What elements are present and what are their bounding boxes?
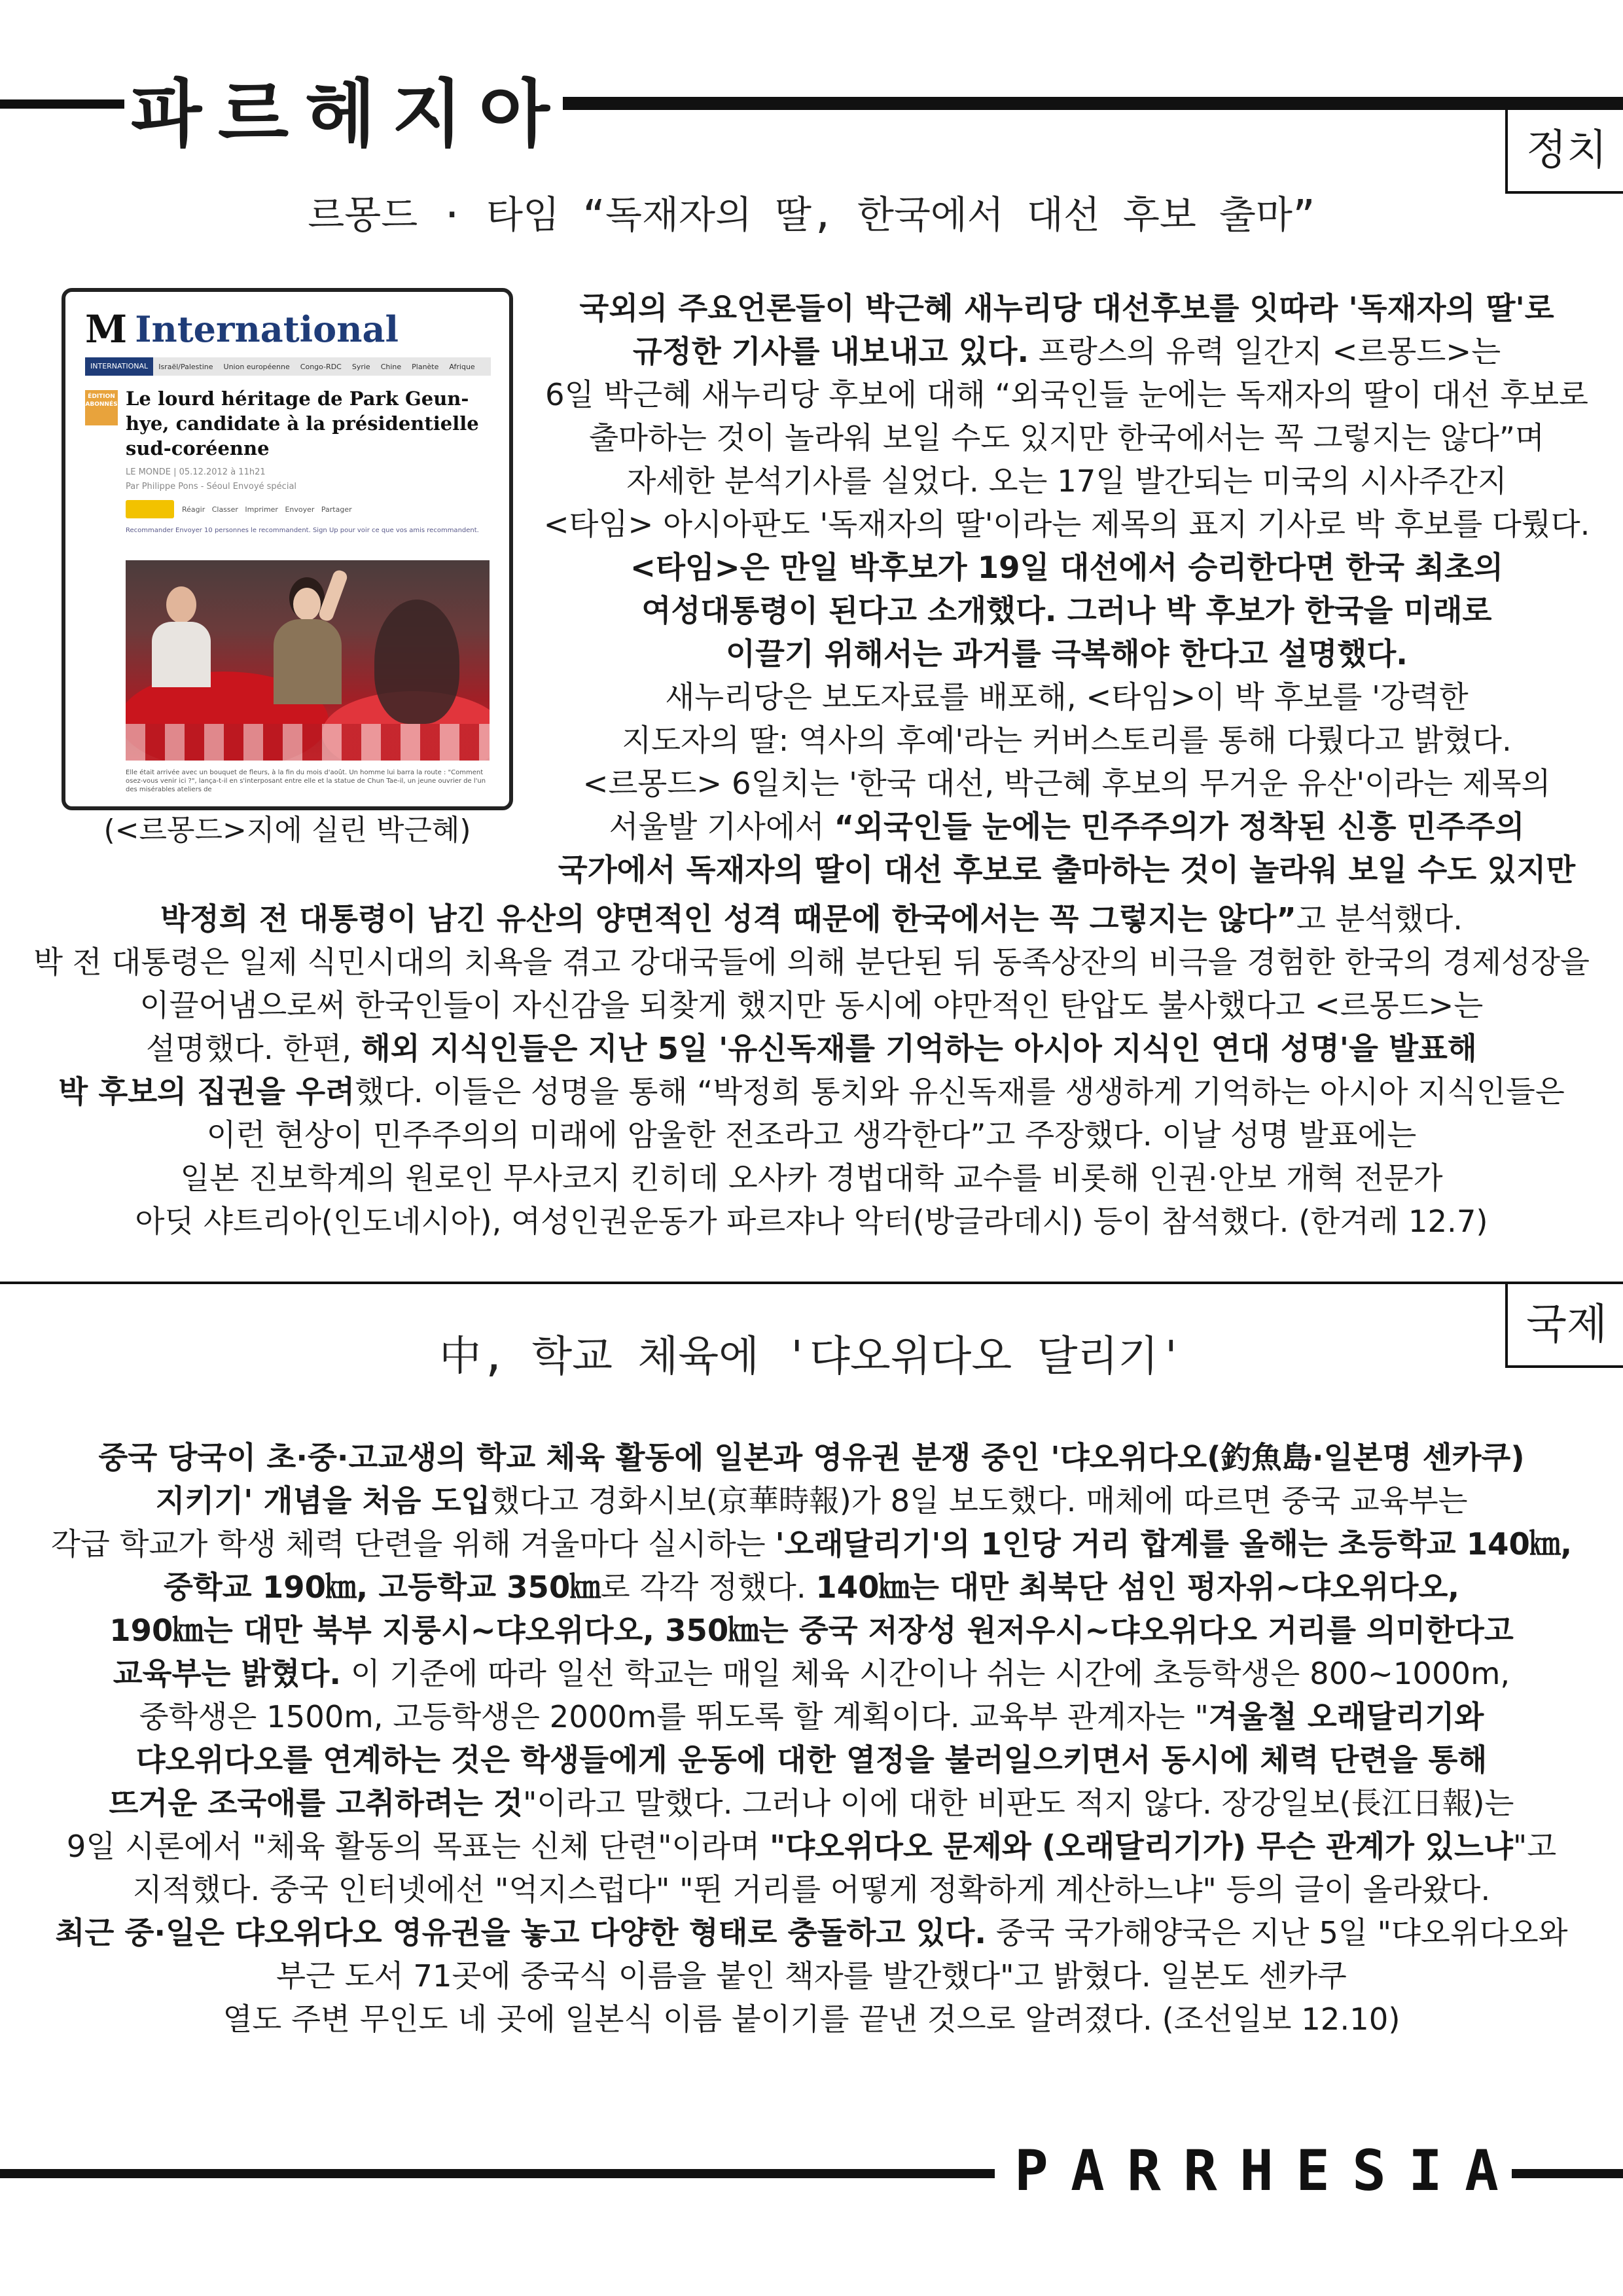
- text-line: [26, 941, 1597, 984]
- text-run: 했다고 경화시보(京華時報)가 8일 보도했다. 매체에 따르면 중국 교육부는: [490, 1483, 1468, 1518]
- text-line: [26, 1436, 1597, 1479]
- text-line: [510, 719, 1623, 762]
- text-line: [26, 1113, 1597, 1157]
- text-line: [510, 373, 1623, 416]
- bold-run: 겨울철 오래달리기와: [1208, 1699, 1484, 1734]
- section-tag-politics: 정치: [1505, 110, 1623, 194]
- text-line: [510, 503, 1623, 546]
- subscribe-button[interactable]: [126, 500, 174, 518]
- text-line: [26, 1157, 1597, 1200]
- subscriber-badge: ÉDITION ABONNÉS: [85, 390, 118, 425]
- text-line: [510, 546, 1623, 589]
- nav-bar: [85, 357, 491, 376]
- section-divider: [0, 1282, 1623, 1284]
- nav-item[interactable]: Union européenne: [223, 362, 290, 371]
- action-bar: [126, 499, 492, 520]
- section-tag-international: 국제: [1505, 1284, 1623, 1368]
- article-1-body-bottom: [26, 897, 1597, 1243]
- bold-run: '오래달리기'의 1인당 거리 합계를 올해는 초등학교 140㎞,: [775, 1526, 1573, 1562]
- text-line: [26, 1522, 1597, 1566]
- masthead-char: 아: [478, 71, 550, 157]
- text-run: <르몽드> 6일치는 '한국 대선, 박근혜 후보의 무거운 유산'이라는 제목의: [582, 766, 1551, 801]
- text-run: 열도 주변 무인도 네 곳에 일본식 이름 붙이기를 끝낸 것으로 알려졌다. (조선일보 12.10): [223, 2001, 1400, 2037]
- text-line: [26, 1868, 1597, 1911]
- bold-run: 지키기' 개념을 처음 도입: [155, 1483, 491, 1518]
- brand-char: P: [1014, 2138, 1048, 2204]
- le-monde-logo-mark: M: [85, 307, 128, 351]
- bold-run: 140㎞는 대만 최북단 섬인 펑자위~댜오위다오,: [815, 1570, 1460, 1605]
- text-run: 자세한 분석기사를 실었다. 오는 17일 발간되는 미국의 시사주간지: [626, 463, 1507, 499]
- brand-char: R: [1183, 2138, 1217, 2204]
- text-run: 출마하는 것이 놀라워 보일 수도 있지만 한국에서는 꼭 그렇지는 않다”며: [589, 420, 1544, 456]
- brand-char: A: [1465, 2138, 1499, 2204]
- masthead-rule-left: [0, 99, 124, 109]
- text-line: [510, 459, 1623, 503]
- bold-run: 규정한 기사를 내보내고 있다.: [632, 334, 1029, 369]
- text-line: [510, 675, 1623, 719]
- text-line: [26, 1695, 1597, 1738]
- text-line: [26, 1782, 1597, 1825]
- bold-run: 뜨거운 조국애를 고취하려는 것: [109, 1785, 524, 1821]
- photo-caption: (<르몽드>지에 실린 박근혜): [103, 814, 471, 847]
- footer-rule-right: [1512, 2169, 1623, 2178]
- bold-run: 국외의 주요언론들이 박근혜 새누리당 대선후보를 잇따라 '독재자의 딸'로: [579, 291, 1554, 326]
- text-line: [510, 762, 1623, 805]
- text-line: [510, 632, 1623, 675]
- bold-run: 여성대통령이 된다고 소개했다. 그러나 박 후보가 한국을 미래로: [641, 593, 1492, 628]
- bold-run: 박 후보의 집권을 우려: [58, 1074, 355, 1109]
- text-run: 새누리당은 보도자료를 배포해, <타임>이 박 후보를 '강력한: [665, 679, 1469, 715]
- text-line: [26, 897, 1597, 941]
- text-line: [26, 1027, 1597, 1070]
- text-run: 설명했다. 한편,: [146, 1031, 361, 1066]
- photo-frame: [62, 288, 513, 810]
- text-run: 6일 박근혜 새누리당 후보에 대해 “외국인들 눈에는 독재자의 딸이 대선 후보로: [545, 377, 1588, 412]
- bold-run: 이끌기 위해서는 과거를 극복해야 한다고 설명했다.: [726, 636, 1408, 672]
- bold-run: 중국 당국이 초·중·고교생의 학교 체육 활동에 일본과 영유권 분쟁 중인 '댜오위다오(釣魚島·일본명 센카쿠): [98, 1440, 1525, 1475]
- article-2-body: [26, 1436, 1597, 2041]
- text-line: [26, 1200, 1597, 1243]
- photo-waving-hand: [374, 600, 459, 724]
- recommend-line: Recommander Envoyer 10 personnes le recommandent. Sign Up pour voir ce que vos amis recommandent.: [126, 527, 479, 534]
- bold-run: "댜오위다오 문제와 (오래달리기가) 무슨 관계가 있느냐: [770, 1829, 1513, 1864]
- brand-char: A: [1071, 2138, 1105, 2204]
- text-line: [510, 287, 1623, 330]
- text-line: [26, 984, 1597, 1027]
- dateline: LE MONDE | 05.12.2012 à 11h21: [126, 467, 266, 477]
- text-line: [26, 1738, 1597, 1782]
- nav-item[interactable]: Congo-RDC: [300, 362, 342, 371]
- text-line: [510, 848, 1623, 891]
- text-line: [26, 1825, 1597, 1868]
- text-run: 일본 진보학계의 원로인 무사코지 킨히데 오사카 경법대학 교수를 비롯해 인권·안보 개혁 전문가: [180, 1160, 1443, 1196]
- nav-item[interactable]: Afrique: [449, 362, 475, 371]
- text-run: "이라고 말했다. 그러나 이에 대한 비판도 적지 않다. 장강일보(長江日報)는: [523, 1785, 1514, 1821]
- text-run: 박 전 대통령은 일제 식민시대의 치욕을 겪고 강대국들에 의해 분단된 뒤 동족상잔의 비극을 경험한 한국의 경제성장을: [33, 944, 1590, 980]
- brand-char: S: [1352, 2138, 1386, 2204]
- text-run: 했다. 이들은 성명을 통해 “박정희 통치와 유신독재를 생생하게 기억하는 아시아 지식인들은: [355, 1074, 1565, 1109]
- nav-item[interactable]: Syrie: [351, 362, 370, 371]
- text-line: [26, 1070, 1597, 1113]
- text-run: <타임> 아시아판도 '독재자의 딸'이라는 제목의 표지 기사로 박 후보를 다뤘다.: [543, 507, 1590, 542]
- text-line: [26, 1998, 1597, 2041]
- text-run: 서울발 기사에서: [609, 809, 834, 844]
- text-line: [26, 1479, 1597, 1522]
- brand-char: E: [1296, 2138, 1330, 2204]
- nav-item[interactable]: INTERNATIONAL: [85, 357, 153, 376]
- article-headline: 中, 학교 체육에 '댜오위다오 달리기': [439, 1333, 1184, 1381]
- nav-item[interactable]: Chine: [380, 362, 402, 371]
- text-run: 부근 도서 71곳에 중국식 이름을 붙인 책자를 발간했다"고 밝혔다. 일본도 센카쿠: [276, 1958, 1347, 1994]
- rally-photo: [126, 560, 490, 761]
- bold-run: <타임>은 만일 박후보가 19일 대선에서 승리한다면 한국 최초의: [630, 550, 1503, 585]
- photo-crowd: [126, 724, 490, 761]
- bold-run: 댜오위다오를 연계하는 것은 학생들에게 운동에 대한 열정을 불러일으키면서 동시에 체력 단련을 통해: [135, 1742, 1488, 1778]
- masthead-char: 파: [131, 71, 202, 157]
- text-line: [26, 1911, 1597, 1954]
- brand-char: H: [1240, 2138, 1274, 2204]
- bold-run: 190㎞는 대만 북부 지룽시~댜오위다오, 350㎞는 중국 저장성 원저우시~댜오위다오 거리를 의미한다고: [109, 1613, 1514, 1648]
- masthead-char: 지: [391, 71, 463, 157]
- le-monde-logo-text: International: [135, 308, 399, 350]
- bold-run: 국가에서 독재자의 딸이 대선 후보로 출마하는 것이 놀라워 보일 수도 있지만: [558, 852, 1576, 888]
- masthead-char: 르: [217, 71, 289, 157]
- text-run: 프랑스의 유력 일간지 <르몽드>는: [1029, 334, 1501, 369]
- bold-run: 박정희 전 대통령이 남긴 유산의 양면적인 성격 때문에 한국에서는 꼭 그렇지는 않다”: [160, 901, 1296, 937]
- bold-run: 해외 지식인들은 지난 5일 '유신독재를 기억하는 아시아 지식인 연대 성명'을 발표해: [361, 1031, 1477, 1066]
- footer-rule-left: [0, 2169, 995, 2178]
- bold-run: 중학교 190㎞, 고등학교 350㎞: [163, 1570, 601, 1605]
- text-line: [26, 1954, 1597, 1998]
- article-body-fr: Elle était arrivée avec un bouquet de fleurs, à la fin du mois d'août. Un homme lui barra la route : "Comment osez-vous venir ici ?", lança-t-il en s'interposant entre elle et la statue de Chun Tae-il, un jeune ouvrier de l'un des misérables ateliers de: [126, 769, 486, 793]
- text-run: 아딧 샤트리아(인도네시아), 여성인권운동가 파르쟈나 악터(방글라데시) 등이 참석했다. (한겨레 12.7): [135, 1204, 1488, 1239]
- text-run: 지적했다. 중국 인터넷에선 "억지스럽다" "뛴 거리를 어떻게 정확하게 계산하느냐" 등의 글이 올라왔다.: [132, 1872, 1491, 1907]
- text-line: [26, 1652, 1597, 1695]
- text-line: [510, 589, 1623, 632]
- article-1-body-top: [510, 287, 1623, 891]
- text-run: 로 각각 정했다.: [600, 1570, 816, 1605]
- bold-run: “외국인들 눈에는 민주주의가 정착된 신흥 민주주의: [834, 809, 1525, 844]
- le-monde-logo: [85, 306, 399, 352]
- text-line: [510, 805, 1623, 848]
- text-run: 중학생은 1500m, 고등학생은 2000m를 뛰도록 할 계획이다. 교육부 관계자는 ": [139, 1699, 1209, 1734]
- article-headline: 르몽드 · 타임 “독재자의 딸, 한국에서 대선 후보 출마”: [308, 192, 1315, 237]
- photo-figure-woman: [263, 573, 348, 698]
- text-run: "고: [1512, 1829, 1557, 1864]
- nav-item[interactable]: Israël/Palestine: [158, 362, 213, 371]
- masthead-char: 헤: [304, 71, 376, 157]
- text-run: 이 기준에 따라 일선 학교는 매일 체육 시간이나 쉬는 시간에 초등학생은 800~1000m,: [341, 1656, 1510, 1691]
- text-run: 고 분석했다.: [1296, 901, 1463, 937]
- toolbar-links[interactable]: Réagir Classer Imprimer Envoyer Partager: [182, 505, 352, 514]
- brand-char: I: [1408, 2138, 1442, 2204]
- text-line: [510, 330, 1623, 373]
- text-line: [26, 1609, 1597, 1652]
- text-run: 9일 시론에서 "체육 활동의 목표는 신체 단련"이라며: [66, 1829, 770, 1864]
- article-headline-fr[interactable]: Le lourd héritage de Park Geun-hye, candidate à la présidentielle sud-coréenne: [126, 387, 479, 459]
- text-run: 이런 현상이 민주주의의 미래에 암울한 전조라고 생각한다”고 주장했다. 이날 성명 발표에는: [206, 1117, 1417, 1153]
- photo-figure-man: [152, 586, 211, 685]
- text-run: 중국 국가해양국은 지난 5일 "댜오위다오와: [986, 1915, 1568, 1950]
- nav-item[interactable]: Planète: [412, 362, 439, 371]
- byline: Par Philippe Pons - Séoul Envoyé spécial: [126, 482, 297, 492]
- text-run: 이끌어냄으로써 한국인들이 자신감을 되찾게 했지만 동시에 야만적인 탄압도 불사했다고 <르몽드>는: [139, 988, 1484, 1023]
- brand-char: R: [1127, 2138, 1161, 2204]
- text-line: [26, 1566, 1597, 1609]
- masthead-title: [131, 65, 550, 157]
- bold-run: 교육부는 밝혔다.: [113, 1656, 342, 1691]
- masthead-rule-right: [563, 97, 1623, 110]
- text-run: 지도자의 딸: 역사의 후예'라는 커버스토리를 통해 다뤘다고 밝혔다.: [622, 723, 1512, 758]
- footer-brand: [1014, 2135, 1499, 2207]
- text-line: [510, 416, 1623, 459]
- bold-run: 최근 중·일은 댜오위다오 영유권을 놓고 다양한 형태로 충돌하고 있다.: [55, 1915, 987, 1950]
- text-run: 각급 학교가 학생 체력 단련을 위해 겨울마다 실시하는: [50, 1526, 776, 1562]
